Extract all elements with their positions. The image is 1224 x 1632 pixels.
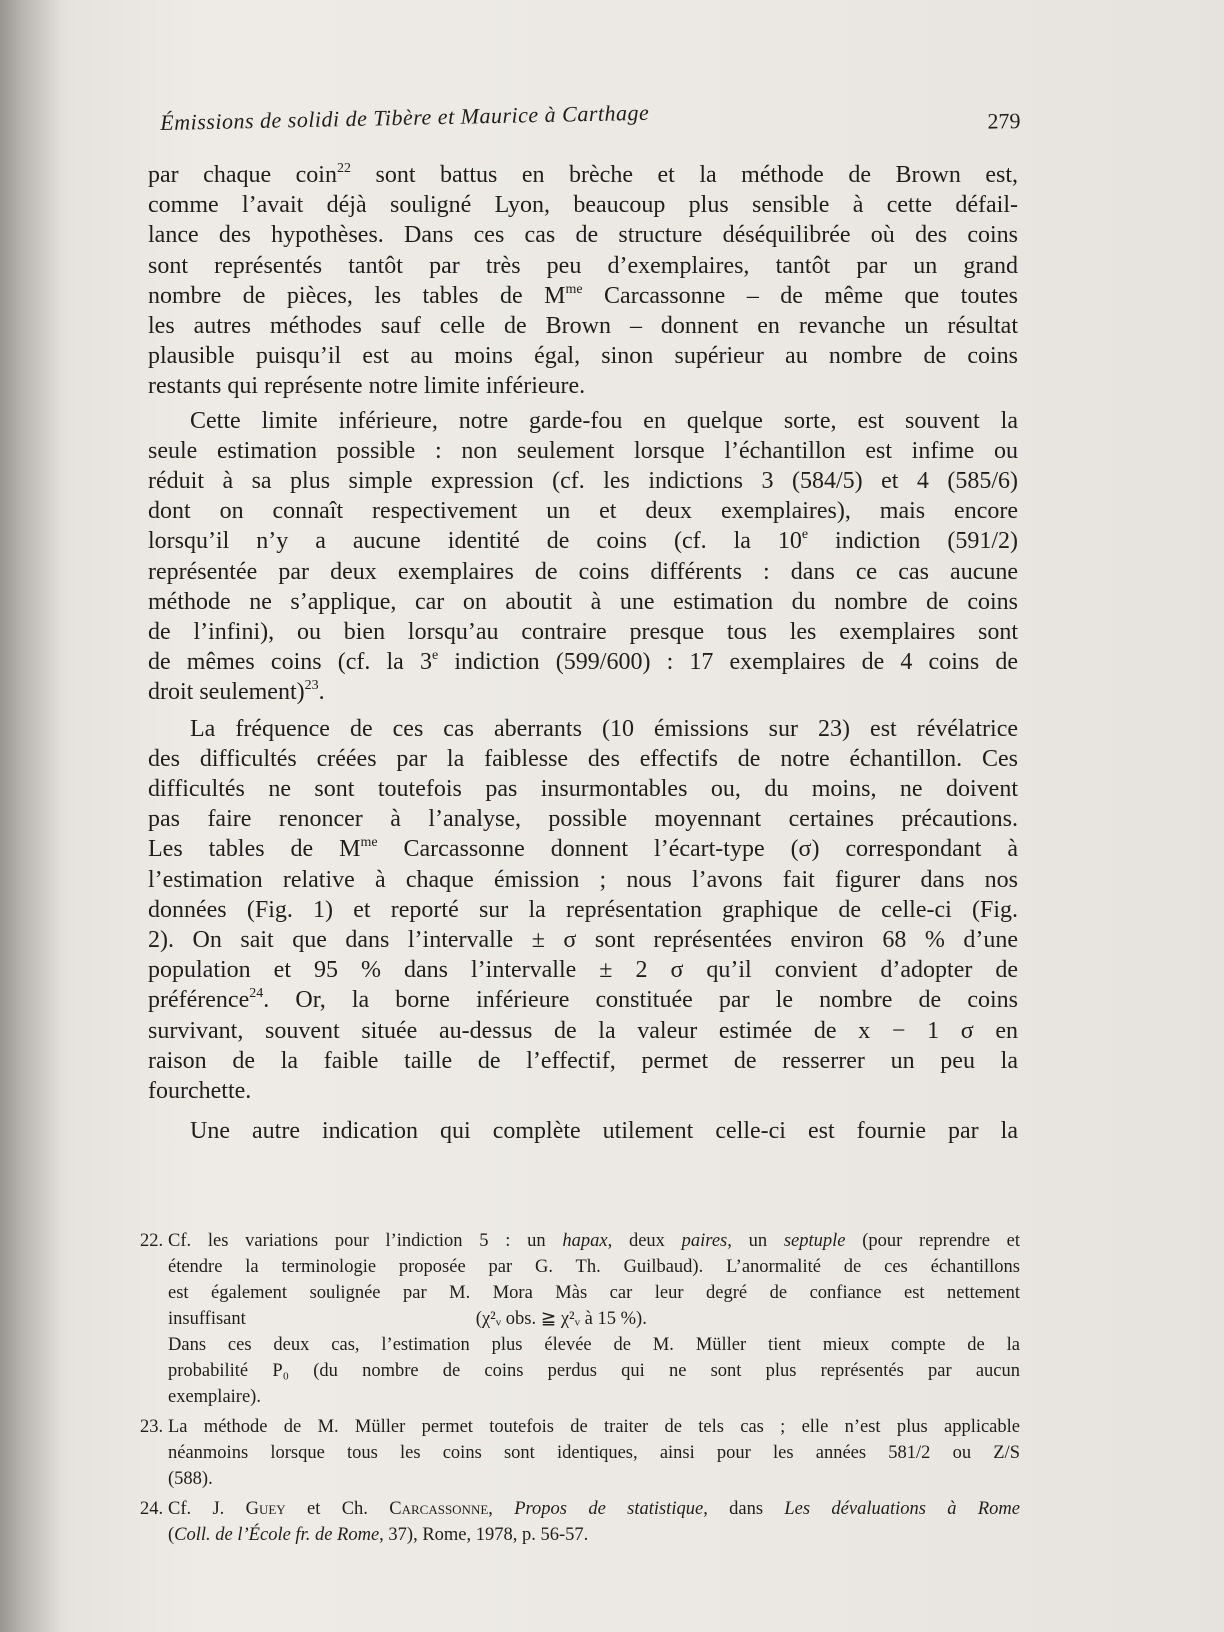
footnote-23 xyxy=(140,1414,1020,1492)
text-line: La fréquence de ces cas aberrants (10 émissions sur 23) est révélatrice xyxy=(190,715,1018,742)
footnote-line: probabilité P₀ (du nombre de coins perdus qui ne sont plus représentés par aucun xyxy=(168,1361,1020,1381)
footnote-ref-24: 24 xyxy=(249,986,264,1002)
page-number: 279 xyxy=(987,107,1021,134)
text-line: Les tables de $M^{me}$ Carcassonne donnent l’écart-type (σ) correspondant à xyxy=(148,835,1018,863)
text-line: comme l’avait déjà souligné Lyon, beaucoup plus sensible à cette défail- xyxy=(148,192,1018,219)
text-line: droit seulement)$^{23}$. xyxy=(148,678,325,706)
text-line: sont représentés tantôt par très peu d’exemplaires, tantôt par un grand xyxy=(148,252,1018,279)
text-line: seule estimation possible : non seulement lorsque l’échantillon est infime ou xyxy=(148,437,1018,464)
footnote-number: 23. xyxy=(140,1417,164,1437)
text-line: de l’infini), ou bien lorsqu’au contraire presque tous les exemplaires sont xyxy=(148,619,1018,646)
text-line: données (Fig. 1) et reporté sur la représentation graphique de celle-ci (Fig. xyxy=(148,896,1018,923)
text-line: Une autre indication qui complète utilement celle-ci est fournie par la xyxy=(190,1118,1018,1145)
footnote-line: néanmoins lorsque tous les coins sont identiques, ainsi pour les années 581/2 ou Z/S xyxy=(168,1443,1020,1463)
footnote-24 xyxy=(140,1496,1020,1548)
paragraph-2 xyxy=(148,406,1018,708)
text-line: des difficultés créées par la faiblesse des effectifs de notre échantillon. Ces xyxy=(148,745,1018,772)
footnote-ref-22: 22 xyxy=(336,161,351,176)
running-title: Émissions de solidi de Tibère et Maurice à Carthage xyxy=(160,99,650,135)
footnotes xyxy=(140,1228,1020,1552)
text-line: les autres méthodes sauf celle de Brown – donnent en revanche un résultat xyxy=(148,313,1018,340)
text-line: nombre de pièces, les tables de $M^{me}$ Carcassonne – de même que toutes xyxy=(148,281,1019,309)
text-line: restants qui représente notre limite inférieure. xyxy=(148,373,586,400)
text-line: l’estimation relative à chaque émission ; nous l’avons fait figurer dans nos xyxy=(148,866,1018,893)
text-line: de mêmes coins (cf. la 3e indiction (599/600) : 17 exemplaires de 4 coins de xyxy=(148,648,1018,676)
chi-square-formula: (χ²ᵥ obs. ≧ χ²ᵥ à 15 %). xyxy=(475,1309,647,1329)
text-line: Cette limite inférieure, notre garde-fou en quelque sorte, est souvent la xyxy=(190,407,1018,434)
footnote-22 xyxy=(140,1228,1020,1410)
body-text xyxy=(148,160,1018,1151)
footnote-line: La méthode de M. Müller permet toutefois de traiter de tels cas ; elle n’est plus applicable xyxy=(168,1417,1020,1437)
footnote-line: Cf. J. Guey et Ch. Carcassonne, Propos de statistique, dans Les dévaluations à Rome xyxy=(168,1499,1020,1519)
footnote-line: Cf. les variations pour l’indiction 5 : un hapax, deux paires, un septuple (pour reprendre et xyxy=(168,1231,1021,1251)
text-line: préférence$^{24}$. Or, la borne inférieure constituée par le nombre de coins xyxy=(148,986,1018,1014)
paragraph-4 xyxy=(148,1116,1018,1146)
text-line: survivant, souvent située au-dessus de la valeur estimée de x − 1 σ en xyxy=(148,1017,1018,1044)
text-line: difficultés ne sont toutefois pas insurmontables ou, du moins, ne doivent xyxy=(148,776,1018,803)
text-line: population et 95 % dans l’intervalle ± 2 σ qu’il convient d’adopter de xyxy=(148,957,1018,984)
footnote-line: exemplaire). xyxy=(168,1387,261,1407)
text-line: dont on connaît respectivement un et deux exemplaires), mais encore xyxy=(148,498,1018,525)
text-line: lorsqu’il n’y a aucune identité de coins (cf. la 10e indiction (591/2) xyxy=(148,527,1018,555)
footnote-line: insuffisant (χ²ᵥ obs. ≧ χ²ᵥ à 15 %). xyxy=(168,1306,1020,1332)
text-line: lance des hypothèses. Dans ces cas de structure déséquilibrée où des coins xyxy=(148,222,1018,249)
text-line: représentée par deux exemplaires de coins différents : dans ce cas aucune xyxy=(148,558,1018,585)
footnote-line: (Coll. de l’École fr. de Rome, 37), Rome, 1978, p. 56-57. xyxy=(168,1525,589,1545)
footnote-ref-23: 23 xyxy=(304,678,319,694)
paragraph-1 xyxy=(148,160,1018,402)
footnote-line: est également soulignée par M. Mora Màs car leur degré de confiance est nettement xyxy=(168,1283,1020,1303)
text-line: raison de la faible taille de l’effectif, permet de resserrer un peu la xyxy=(148,1047,1018,1074)
footnote-number: 24. xyxy=(140,1499,164,1519)
text-line: méthode ne s’applique, car on aboutit à une estimation du nombre de coins xyxy=(148,588,1018,615)
page-gutter-shadow xyxy=(0,0,60,1632)
footnote-line: Dans ces deux cas, l’estimation plus élevée de M. Müller tient mieux compte de la xyxy=(168,1335,1020,1355)
footnote-number: 22. xyxy=(140,1231,164,1251)
text-line: plausible puisqu’il est au moins égal, sinon supérieur au nombre de coins xyxy=(148,343,1018,370)
text-line: par chaque coin$^{22}$ sont battus en brèche et la méthode de Brown est, xyxy=(148,161,1019,188)
text-line: 2). On sait que dans l’intervalle ± σ sont représentées environ 68 % d’une xyxy=(148,927,1018,954)
footnote-line: étendre la terminologie proposée par G. Th. Guilbaud). L’anormalité de ces échantillons xyxy=(168,1257,1020,1277)
footnote-line: (588). xyxy=(168,1469,213,1489)
text-line: pas faire renoncer à l’analyse, possible moyennant certaines précautions. xyxy=(148,806,1018,833)
text-line: fourchette. xyxy=(148,1078,252,1105)
running-head xyxy=(160,92,1021,150)
paragraph-3 xyxy=(148,714,1018,1107)
text-line: réduit à sa plus simple expression (cf. les indictions 3 (584/5) et 4 (585/6) xyxy=(148,468,1018,495)
